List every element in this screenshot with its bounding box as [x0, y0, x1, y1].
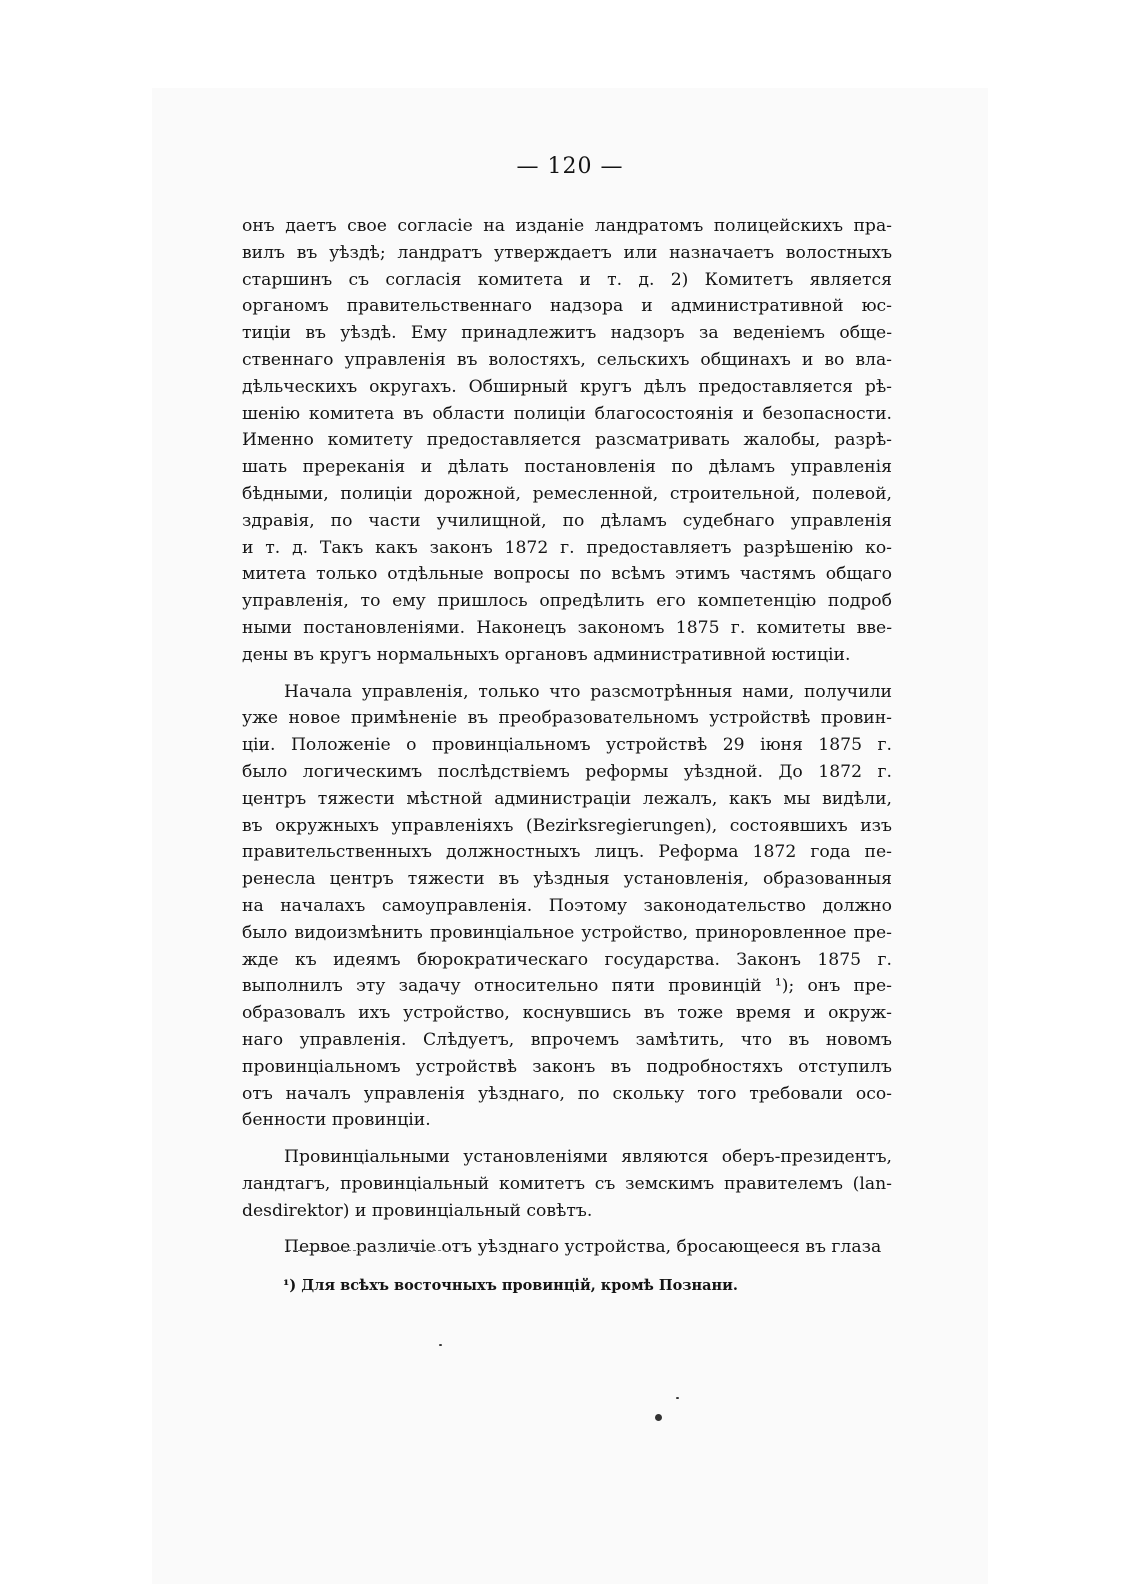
- scan-speck: [655, 1414, 662, 1421]
- text-line: ландтагъ, провинціальный комитетъ съ земскимъ правителемъ (lan-: [242, 1173, 892, 1194]
- paragraph: [242, 213, 892, 669]
- text-line: ціи. Положеніе о провинціальномъ устройствѣ 29 іюня 1875 г.: [242, 735, 892, 756]
- text-line: и т. д. Такъ какъ законъ 1872 г. предоставляетъ разрѣшенію ко-: [242, 537, 892, 558]
- text-line: шать пререканія и дѣлать постановленія по дѣламъ управленія: [242, 457, 892, 478]
- paragraph: [242, 1234, 892, 1261]
- text-line: жде къ идеямъ бюрократическаго государства. Законъ 1875 г.: [242, 949, 892, 970]
- text-line: Начала управленія, только что разсмотрѣнныя нами, получили: [284, 681, 892, 702]
- paragraph-gap: [242, 1224, 892, 1234]
- text-line: бенности провинціи.: [242, 1110, 431, 1131]
- body-text: [242, 213, 892, 1261]
- text-line: было видоизмѣнить провинціальное устройство, приноровленное пре-: [242, 922, 892, 943]
- text-line: управленія, то ему пришлось опредѣлить его компетенцію подроб: [242, 591, 892, 612]
- text-line: въ окружныхъ управленіяхъ (Bezirksregierungen), состоявшихъ изъ: [242, 815, 892, 836]
- text-line: бѣдными, полиціи дорожной, ремесленной, строительной, полевой,: [242, 483, 892, 504]
- text-line: Именно комитету предоставляется разсматривать жалобы, разрѣ-: [242, 430, 892, 451]
- text-line: шенію комитета въ области полиціи благосостоянія и безопасности.: [242, 403, 892, 424]
- paragraph-gap: [242, 669, 892, 679]
- text-line: тиціи въ уѣздѣ. Ему принадлежитъ надзоръ за веденіемъ обще-: [242, 323, 892, 344]
- paragraph: [242, 1144, 892, 1224]
- scan-speck: [439, 1344, 442, 1346]
- text-line: ными постановленіями. Наконецъ закономъ 1875 г. комитеты вве-: [242, 617, 892, 638]
- text-line: онъ даетъ свое согласіе на изданіе ландратомъ полицейскихъ пра-: [242, 216, 892, 236]
- footnote-separator: [288, 1250, 456, 1251]
- text-line: правительственныхъ должностныхъ лицъ. Реформа 1872 года пе-: [242, 842, 892, 863]
- text-line: выполнилъ эту задачу относительно пяти провинцій ¹); онъ пре-: [242, 976, 892, 997]
- paragraph: [242, 679, 892, 1135]
- text-line: дѣльческихъ округахъ. Обширный кругъ дѣлъ предоставляется рѣ-: [242, 376, 892, 397]
- text-line: здравія, по части училищной, по дѣламъ судебнаго управленія: [242, 510, 892, 531]
- text-line: ственнаго управленія въ волостяхъ, сельскихъ общинахъ и во вла-: [242, 349, 892, 370]
- text-line: старшинъ съ согласія комитета и т. д. 2) Комитетъ является: [242, 269, 892, 290]
- footnote: ¹) Для всѣхъ восточныхъ провинцій, кромѣ Познани.: [283, 1277, 738, 1294]
- text-line: митета только отдѣльные вопросы по всѣмъ этимъ частямъ общаго: [242, 564, 892, 585]
- page-number: — 120 —: [516, 154, 624, 179]
- text-line: было логическимъ послѣдствіемъ реформы уѣздной. До 1872 г.: [242, 761, 892, 782]
- text-line: на началахъ самоуправленія. Поэтому законодательство должно: [242, 895, 892, 916]
- text-line: центръ тяжести мѣстной администраціи лежалъ, какъ мы видѣли,: [242, 788, 892, 809]
- text-line: дены въ кругъ нормальныхъ органовъ административной юстиціи.: [242, 644, 851, 665]
- text-line: уже новое примѣненіе въ преобразовательномъ устройствѣ провин-: [242, 708, 892, 729]
- text-line: наго управленія. Слѣдуетъ, впрочемъ замѣтить, что въ новомъ: [242, 1029, 892, 1050]
- text-line: образовалъ ихъ устройство, коснувшись въ тоже время и окруж-: [242, 1003, 892, 1024]
- text-line: desdirektor) и провинціальный совѣтъ.: [242, 1200, 593, 1221]
- text-line: органомъ правительственнаго надзора и административной юс-: [242, 296, 892, 317]
- scan-speck: [676, 1397, 679, 1399]
- text-line: Провинціальными установленіями являются оберъ-президентъ,: [284, 1147, 892, 1168]
- text-line: провинціальномъ устройствѣ законъ въ подробностяхъ отступилъ: [242, 1056, 892, 1077]
- text-line: вилъ въ уѣздѣ; ландратъ утверждаетъ или назначаетъ волостныхъ: [242, 242, 892, 263]
- text-line: отъ началъ управленія уѣзднаго, по скольку того требовали осо-: [242, 1083, 892, 1104]
- text-line: ренесла центръ тяжести въ уѣздныя установленія, образованныя: [242, 869, 892, 890]
- text-line: Первое различіе отъ уѣзднаго устройства, бросающееся въ глаза: [284, 1237, 882, 1258]
- paragraph-gap: [242, 1134, 892, 1144]
